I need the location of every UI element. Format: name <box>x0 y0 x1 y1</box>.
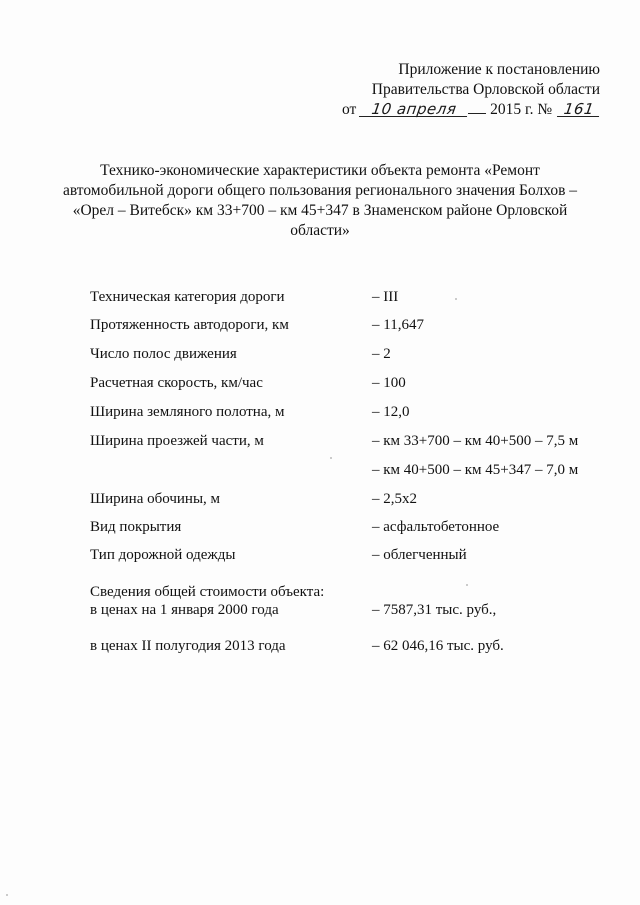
characteristic-value: – 11,647 <box>372 317 424 333</box>
characteristic-row <box>90 315 610 335</box>
characteristic-row <box>90 344 610 364</box>
appendix-line-2: Правительства Орловской области <box>371 81 600 98</box>
characteristic-label: Ширина земляного полотна, м <box>90 404 285 420</box>
characteristic-row <box>90 373 610 393</box>
characteristic-label: Протяженность автодороги, км <box>90 317 289 333</box>
scan-speck <box>455 298 457 300</box>
title-line-3: «Орел – Витебск» км 33+700 – км 45+347 в Знаменском районе Орловской <box>72 202 568 219</box>
handwritten-date: 10 апреля <box>359 102 469 117</box>
title-line-2: автомобильной дороги общего пользования регионального значения Болхов – <box>62 182 578 199</box>
characteristic-value: – 2,5х2 <box>372 491 417 507</box>
scan-speck <box>466 584 468 586</box>
characteristic-row <box>90 517 610 537</box>
document-title <box>60 161 580 241</box>
cost-row <box>90 636 610 656</box>
characteristic-value: – облегченный <box>372 547 467 563</box>
characteristic-value: – III <box>372 289 399 305</box>
characteristic-value: – 12,0 <box>372 404 410 420</box>
appendix-header <box>330 60 600 120</box>
date-prefix: от <box>342 101 357 118</box>
cost-row <box>90 600 610 620</box>
handwritten-number: 161 <box>557 102 601 117</box>
characteristic-row <box>90 431 610 451</box>
characteristic-label: Расчетная скорость, км/час <box>90 375 263 391</box>
date-underline-tail <box>468 113 486 114</box>
characteristic-label: Ширина проезжей части, м <box>90 433 264 449</box>
cost-value: – 7587,31 тыс. руб., <box>372 602 497 618</box>
characteristic-row <box>90 460 610 480</box>
appendix-line-3 <box>330 100 600 120</box>
characteristic-value: – 2 <box>372 346 391 362</box>
scan-speck <box>330 457 332 459</box>
characteristic-value: – км 33+700 – км 40+500 – 7,5 м <box>372 433 579 449</box>
characteristic-row <box>90 402 610 422</box>
year-and-number-label: 2015 г. № <box>490 101 553 118</box>
characteristic-label: Техническая категория дороги <box>90 289 285 305</box>
cost-value: – 62 046,16 тыс. руб. <box>372 638 504 654</box>
characteristic-label: Вид покрытия <box>90 519 182 535</box>
characteristic-label: Ширина обочины, м <box>90 491 221 507</box>
title-line-4: области» <box>290 222 350 239</box>
scan-speck <box>6 894 8 896</box>
cost-section-title: Сведения общей стоимости объекта: <box>90 584 325 600</box>
characteristic-value: – асфальтобетонное <box>372 519 500 535</box>
characteristic-label: Тип дорожной одежды <box>90 547 236 563</box>
characteristic-value: – 100 <box>372 375 406 391</box>
characteristic-row <box>90 287 610 307</box>
characteristic-label: Число полос движения <box>90 346 237 362</box>
cost-label: в ценах II полугодия 2013 года <box>90 638 286 654</box>
characteristic-row <box>90 545 610 565</box>
characteristic-row <box>90 489 610 509</box>
characteristic-value: – км 40+500 – км 45+347 – 7,0 м <box>372 462 579 478</box>
cost-label: в ценах на 1 января 2000 года <box>90 602 279 618</box>
appendix-line-1: Приложение к постановлению <box>398 61 600 78</box>
title-line-1: Технико-экономические характеристики объекта ремонта «Ремонт <box>100 162 540 179</box>
